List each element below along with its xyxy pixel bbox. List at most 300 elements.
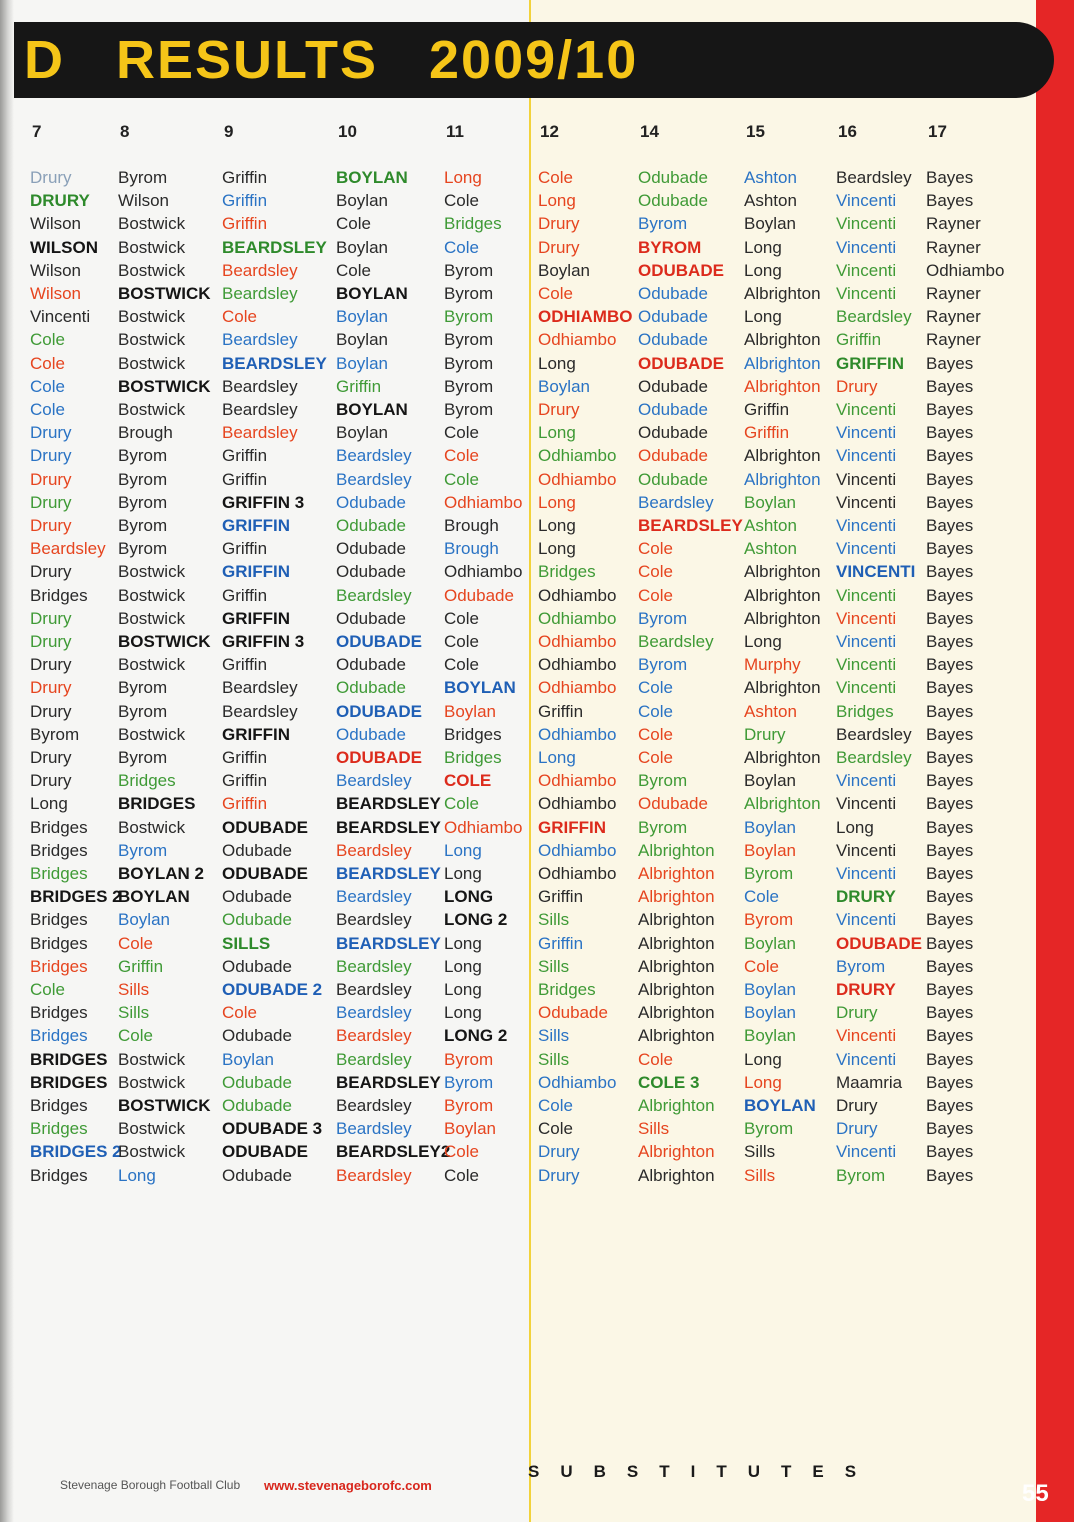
player-cell: Vincenti bbox=[836, 840, 897, 860]
player-cell: Beardsley bbox=[222, 330, 298, 350]
player-cell: Odubade bbox=[222, 1026, 292, 1046]
player-cell: Byrom bbox=[444, 400, 494, 419]
player-cell: Boylan bbox=[336, 330, 388, 350]
player-cell: Bayes bbox=[926, 632, 974, 651]
player-cell: Griffin bbox=[836, 330, 882, 350]
player-cell: Albrighton bbox=[744, 376, 821, 396]
player-cell: Odubade bbox=[336, 562, 406, 582]
player-cell: Bayes bbox=[926, 1142, 974, 1162]
player-cell: Beardsley bbox=[336, 1026, 412, 1046]
player-cell: Byrom bbox=[836, 1165, 886, 1185]
player-cell: Beardsley bbox=[336, 446, 412, 466]
column-header: 12 bbox=[540, 122, 559, 141]
player-cell: Cole bbox=[638, 539, 673, 559]
player-cell: Cole bbox=[538, 284, 573, 303]
player-cell: COLE bbox=[444, 771, 492, 791]
player-cell: ODUBADE bbox=[336, 748, 422, 767]
player-cell: Bayes bbox=[926, 562, 974, 582]
player-cell: Bridges bbox=[444, 724, 502, 744]
player-cell: Odubade bbox=[638, 794, 708, 814]
player-cell: Boylan bbox=[444, 701, 496, 721]
player-cell: Boylan bbox=[118, 910, 170, 930]
player-cell: Drury bbox=[836, 376, 878, 396]
player-cell: Cole bbox=[638, 585, 673, 605]
player-cell: Cole bbox=[222, 307, 257, 327]
player-cell: Boylan bbox=[744, 933, 796, 953]
player-cell: VINCENTI bbox=[836, 562, 916, 582]
player-cell: BEARDSLEY bbox=[336, 933, 441, 953]
player-cell: GRIFFIN bbox=[222, 724, 290, 744]
player-cell: Beardsley bbox=[336, 980, 412, 999]
player-cell: Cole bbox=[222, 1003, 257, 1023]
column-header: 15 bbox=[746, 122, 765, 141]
player-cell: Bayes bbox=[926, 655, 974, 675]
player-cell: Beardsley bbox=[336, 1165, 412, 1185]
player-cell: BEARDSLEY bbox=[336, 794, 441, 814]
player-cell: Griffin bbox=[222, 214, 268, 234]
player-cell: Drury bbox=[538, 1165, 580, 1185]
player-cell: Beardsley bbox=[336, 1096, 412, 1115]
player-cell: Odhiambo bbox=[538, 469, 617, 489]
player-cell: Odubade bbox=[222, 840, 292, 860]
footer-website: www.stevenageborofc.com bbox=[264, 1478, 432, 1493]
player-cell: Ashton bbox=[744, 516, 797, 535]
player-cell: Byrom bbox=[444, 1096, 494, 1115]
player-cell: ODUBADE bbox=[222, 817, 308, 837]
player-cell: Drury bbox=[30, 423, 72, 443]
player-cell: Sills bbox=[118, 980, 150, 999]
player-cell: Byrom bbox=[118, 168, 168, 187]
player-cell: Bayes bbox=[926, 168, 974, 187]
player-cell: Sills bbox=[744, 1165, 776, 1185]
player-cell: Drury bbox=[538, 237, 580, 257]
player-cell: Cole bbox=[30, 330, 65, 350]
player-cell: Albrighton bbox=[638, 1096, 715, 1115]
player-cell: Ashton bbox=[744, 539, 797, 559]
player-cell: Cole bbox=[444, 469, 479, 489]
player-cell: Long bbox=[538, 423, 576, 443]
player-cell: Ashton bbox=[744, 191, 797, 211]
player-cell: Long bbox=[744, 1049, 782, 1069]
player-cell: Bayes bbox=[926, 608, 974, 628]
player-cell: Beardsley bbox=[836, 168, 912, 187]
player-cell: Drury bbox=[30, 446, 72, 466]
player-cell: BRIDGES bbox=[30, 1072, 108, 1092]
player-cell: Byrom bbox=[444, 376, 494, 396]
player-cell: Bayes bbox=[926, 678, 974, 698]
player-cell: Vincenti bbox=[836, 400, 897, 419]
column-header: 9 bbox=[224, 122, 234, 141]
player-cell: Vincenti bbox=[836, 608, 897, 628]
player-cell: Beardsley bbox=[336, 1119, 412, 1139]
player-cell: ODUBADE bbox=[638, 353, 724, 373]
player-cell: Byrom bbox=[118, 678, 168, 698]
player-cell: Cole bbox=[336, 260, 371, 280]
player-cell: Byrom bbox=[638, 608, 688, 628]
player-cell: Beardsley bbox=[336, 887, 412, 907]
player-cell: Sills bbox=[538, 1026, 570, 1046]
player-cell: Albrighton bbox=[744, 284, 821, 303]
player-cell: Cole bbox=[444, 608, 479, 628]
player-cell: Vincenti bbox=[836, 1026, 897, 1046]
player-cell: Beardsley bbox=[336, 840, 412, 860]
spine-shadow bbox=[0, 0, 14, 1522]
player-cell: Bridges bbox=[30, 585, 88, 605]
player-cell: Bridges bbox=[30, 840, 88, 860]
player-cell: Beardsley bbox=[836, 724, 912, 744]
player-cell: Bridges bbox=[538, 980, 596, 999]
player-cell: Byrom bbox=[638, 214, 688, 234]
player-cell: Beardsley bbox=[336, 469, 412, 489]
player-cell: Griffin bbox=[222, 748, 268, 767]
player-cell: GRIFFIN 3 bbox=[222, 632, 305, 651]
player-cell: Brough bbox=[444, 539, 499, 559]
player-cell: Byrom bbox=[638, 655, 688, 675]
player-cell: Odhiambo bbox=[538, 608, 617, 628]
player-cell: Byrom bbox=[444, 1049, 494, 1069]
player-cell: Cole bbox=[444, 794, 479, 814]
player-cell: Griffin bbox=[744, 400, 790, 419]
player-cell: Byrom bbox=[118, 492, 168, 512]
player-cell: Bridges bbox=[30, 956, 88, 976]
player-cell: Bayes bbox=[926, 353, 974, 373]
player-cell: Griffin bbox=[222, 794, 268, 814]
player-cell: Bridges bbox=[538, 562, 596, 582]
player-cell: Boylan bbox=[336, 307, 388, 327]
player-cell: Odhiambo bbox=[444, 562, 523, 582]
player-cell: Bayes bbox=[926, 748, 974, 767]
player-cell: GRIFFIN 3 bbox=[222, 492, 305, 512]
player-cell: Byrom bbox=[444, 330, 494, 350]
player-cell: Cole bbox=[638, 701, 673, 721]
player-cell: Odubade bbox=[638, 284, 708, 303]
player-cell: Albrighton bbox=[638, 1142, 715, 1162]
player-cell: COLE 3 bbox=[638, 1072, 700, 1092]
player-cell: Long bbox=[538, 539, 576, 559]
player-cell: BOYLAN bbox=[444, 678, 516, 698]
player-cell: ODUBADE 3 bbox=[222, 1119, 323, 1139]
player-cell: LONG 2 bbox=[444, 1026, 508, 1046]
player-cell: Griffin bbox=[222, 655, 268, 675]
player-cell: BEARDSLEY bbox=[336, 1072, 441, 1092]
player-cell: ODUBADE bbox=[222, 1142, 308, 1162]
player-cell: Long bbox=[744, 260, 782, 280]
player-cell: Byrom bbox=[744, 910, 794, 930]
player-cell: Vincenti bbox=[836, 516, 897, 535]
player-cell: Bayes bbox=[926, 724, 974, 744]
player-cell: Beardsley bbox=[836, 748, 912, 767]
player-cell: Cole bbox=[638, 1049, 673, 1069]
player-cell: Long bbox=[444, 1003, 482, 1023]
player-cell: LONG 2 bbox=[444, 910, 508, 930]
player-cell: Beardsley bbox=[638, 492, 714, 512]
player-cell: Albrighton bbox=[638, 933, 715, 953]
player-cell: Byrom bbox=[444, 353, 494, 373]
player-cell: Bostwick bbox=[118, 585, 186, 605]
player-cell: Griffin bbox=[744, 423, 790, 443]
player-cell: Drury bbox=[30, 168, 72, 187]
player-cell: Ashton bbox=[744, 701, 797, 721]
player-cell: Odubade bbox=[336, 608, 406, 628]
player-cell: Drury bbox=[836, 1119, 878, 1139]
player-cell: Byrom bbox=[118, 446, 168, 466]
player-cell: Bridges bbox=[30, 1003, 88, 1023]
player-cell: Odhiambo bbox=[538, 864, 617, 883]
player-cell: Bayes bbox=[926, 1003, 974, 1023]
player-cell: Beardsley bbox=[222, 701, 298, 721]
player-cell: LONG bbox=[444, 887, 494, 907]
player-cell: Odhiambo bbox=[538, 585, 617, 605]
player-cell: Bayes bbox=[926, 980, 974, 999]
player-cell: Cole bbox=[538, 1096, 573, 1115]
player-cell: Vincenti bbox=[836, 864, 897, 883]
player-cell: Bayes bbox=[926, 933, 974, 953]
player-cell: Odubade bbox=[336, 539, 406, 559]
player-cell: BOYLAN bbox=[336, 400, 408, 419]
player-cell: Long bbox=[444, 980, 482, 999]
red-edge-strip bbox=[1036, 0, 1074, 1522]
player-cell: BOYLAN bbox=[336, 284, 408, 303]
player-cell: Rayner bbox=[926, 330, 981, 350]
player-cell: Boylan bbox=[336, 237, 388, 257]
player-cell: Griffin bbox=[222, 191, 268, 211]
player-cell: Drury bbox=[30, 562, 72, 582]
player-cell: Brough bbox=[444, 516, 499, 535]
player-cell: Drury bbox=[30, 701, 72, 721]
player-cell: Bostwick bbox=[118, 1072, 186, 1092]
player-cell: Drury bbox=[30, 771, 72, 791]
player-cell: Griffin bbox=[336, 376, 382, 396]
player-cell: Odhiambo bbox=[444, 817, 523, 837]
player-cell: Cole bbox=[30, 353, 65, 373]
player-cell: Bayes bbox=[926, 1072, 974, 1092]
player-cell: Griffin bbox=[222, 446, 268, 466]
player-cell: BRIDGES bbox=[118, 794, 196, 814]
column-header: 10 bbox=[338, 122, 357, 141]
player-cell: Bayes bbox=[926, 469, 974, 489]
player-cell: ODUBADE bbox=[222, 864, 308, 883]
player-cell: Odubade bbox=[638, 307, 708, 327]
player-cell: Odubade bbox=[222, 887, 292, 907]
player-cell: Boylan bbox=[744, 980, 796, 999]
player-cell: Bridges bbox=[444, 748, 502, 767]
player-cell: Bridges bbox=[30, 933, 88, 953]
player-cell: Odhiambo bbox=[538, 678, 617, 698]
player-cell: Long bbox=[538, 191, 576, 211]
player-cell: BEARDSLEY bbox=[336, 864, 441, 883]
player-cell: Albrighton bbox=[744, 585, 821, 605]
player-cell: Boylan bbox=[744, 817, 796, 837]
player-cell: Bostwick bbox=[118, 307, 186, 327]
player-cell: Boylan bbox=[744, 1003, 796, 1023]
player-cell: Odubade bbox=[222, 956, 292, 976]
player-cell: Long bbox=[744, 632, 782, 651]
player-cell: Bayes bbox=[926, 956, 974, 976]
player-cell: Odubade bbox=[638, 400, 708, 419]
player-cell: Rayner bbox=[926, 284, 981, 303]
player-cell: Drury bbox=[30, 469, 72, 489]
player-cell: Byrom bbox=[118, 701, 168, 721]
player-cell: Bostwick bbox=[118, 562, 186, 582]
player-cell: Cole bbox=[336, 214, 371, 234]
player-cell: Vincenti bbox=[836, 214, 897, 234]
player-cell: Byrom bbox=[444, 260, 494, 280]
player-cell: Cole bbox=[744, 956, 779, 976]
player-cell: Vincenti bbox=[836, 237, 897, 257]
player-cell: Bridges bbox=[30, 1096, 88, 1115]
player-cell: Odubade bbox=[222, 1072, 292, 1092]
player-cell: Long bbox=[444, 933, 482, 953]
page-number: 55 bbox=[1022, 1480, 1049, 1507]
player-cell: Vincenti bbox=[836, 1049, 897, 1069]
player-cell: Albrighton bbox=[744, 562, 821, 582]
player-cell: GRIFFIN bbox=[222, 562, 290, 582]
player-cell: Bayes bbox=[926, 400, 974, 419]
player-cell: Albrighton bbox=[638, 1165, 715, 1185]
player-cell: Boylan bbox=[336, 423, 388, 443]
player-cell: Odhiambo bbox=[538, 840, 617, 860]
player-cell: Bayes bbox=[926, 446, 974, 466]
player-cell: Cole bbox=[638, 748, 673, 767]
player-cell: Cole bbox=[30, 980, 65, 999]
player-cell: Albrighton bbox=[638, 840, 715, 860]
player-cell: Beardsley bbox=[30, 539, 106, 559]
section-label: SUBSTITUTES bbox=[528, 1462, 878, 1481]
player-cell: Drury bbox=[30, 655, 72, 675]
player-cell: BOYLAN 2 bbox=[118, 864, 204, 883]
player-cell: Vincenti bbox=[836, 260, 897, 280]
player-cell: Bayes bbox=[926, 423, 974, 443]
player-cell: Odubade bbox=[336, 492, 406, 512]
player-cell: GRIFFIN bbox=[222, 516, 290, 535]
player-cell: Beardsley bbox=[222, 423, 298, 443]
player-cell: Griffin bbox=[118, 956, 164, 976]
player-cell: Vincenti bbox=[836, 284, 897, 303]
player-cell: Cole bbox=[118, 933, 153, 953]
player-cell: Cole bbox=[538, 1119, 573, 1139]
player-cell: Odubade bbox=[222, 910, 292, 930]
player-cell: Bridges bbox=[836, 701, 894, 721]
player-cell: SILLS bbox=[222, 933, 271, 953]
player-cell: Ashton bbox=[744, 168, 797, 187]
player-cell: Boylan bbox=[336, 353, 388, 373]
player-cell: Drury bbox=[538, 214, 580, 234]
player-cell: Bridges bbox=[30, 817, 88, 837]
player-cell: Griffin bbox=[538, 701, 584, 721]
player-cell: ODUBADE bbox=[638, 260, 724, 280]
player-cell: Byrom bbox=[638, 771, 688, 791]
player-cell: Rayner bbox=[926, 214, 981, 234]
player-cell: Bayes bbox=[926, 817, 974, 837]
player-cell: Albrighton bbox=[744, 748, 821, 767]
player-cell: Beardsley bbox=[222, 678, 298, 698]
player-cell: DRURY bbox=[836, 887, 896, 907]
player-cell: Beardsley bbox=[336, 910, 412, 930]
player-cell: Beardsley bbox=[222, 260, 298, 280]
player-cell: Byrom bbox=[744, 864, 794, 883]
player-cell: Bostwick bbox=[118, 1119, 186, 1139]
player-cell: Byrom bbox=[118, 539, 168, 559]
player-cell: Bayes bbox=[926, 492, 974, 512]
player-cell: ODUBADE bbox=[836, 933, 922, 953]
player-cell: GRIFFIN bbox=[222, 608, 290, 628]
player-cell: Bostwick bbox=[118, 214, 186, 234]
player-cell: Odhiambo bbox=[538, 794, 617, 814]
player-cell: Long bbox=[744, 307, 782, 327]
player-cell: Vincenti bbox=[836, 678, 897, 698]
player-cell: Rayner bbox=[926, 237, 981, 257]
player-cell: Drury bbox=[30, 632, 72, 651]
player-cell: Odubade bbox=[638, 191, 708, 211]
player-cell: BEARDSLEY bbox=[222, 237, 327, 257]
player-cell: GRIFFIN bbox=[538, 817, 606, 837]
player-cell: Brough bbox=[118, 423, 173, 443]
player-cell: Albrighton bbox=[744, 608, 821, 628]
player-cell: BOYLAN bbox=[336, 168, 408, 187]
player-cell: BEARDSLEY bbox=[336, 817, 441, 837]
player-cell: Bostwick bbox=[118, 817, 186, 837]
player-cell: Wilson bbox=[30, 284, 82, 303]
player-cell: Bridges bbox=[30, 1026, 88, 1046]
player-cell: Cole bbox=[444, 237, 479, 257]
player-cell: Bayes bbox=[926, 585, 974, 605]
player-cell: Murphy bbox=[744, 655, 801, 675]
player-cell: WILSON bbox=[30, 237, 98, 257]
player-cell: DRURY bbox=[836, 980, 896, 999]
player-cell: Bayes bbox=[926, 701, 974, 721]
player-cell: Vincenti bbox=[836, 655, 897, 675]
player-cell: Cole bbox=[444, 1165, 479, 1185]
player-cell: Odubade bbox=[336, 678, 406, 698]
player-cell: Sills bbox=[538, 956, 570, 976]
player-cell: Bridges bbox=[30, 864, 88, 883]
player-cell: Bayes bbox=[926, 840, 974, 860]
player-cell: Rayner bbox=[926, 307, 981, 327]
player-cell: Byrom bbox=[118, 516, 168, 535]
player-cell: Vincenti bbox=[836, 794, 897, 814]
player-cell: Beardsley bbox=[336, 956, 412, 976]
player-cell: Vincenti bbox=[836, 771, 897, 791]
player-cell: DRURY bbox=[30, 191, 90, 211]
player-cell: Boylan bbox=[744, 771, 796, 791]
player-cell: Bostwick bbox=[118, 400, 186, 419]
player-cell: BOYLAN bbox=[118, 887, 190, 907]
player-cell: Albrighton bbox=[638, 864, 715, 883]
player-cell: Odubade bbox=[222, 1165, 292, 1185]
player-cell: Albrighton bbox=[744, 678, 821, 698]
player-cell: BOSTWICK bbox=[118, 376, 211, 396]
player-cell: Beardsley bbox=[638, 632, 714, 651]
player-cell: Beardsley bbox=[336, 1049, 412, 1069]
player-cell: Albrighton bbox=[638, 1003, 715, 1023]
column-header: 7 bbox=[32, 122, 42, 141]
player-cell: Cole bbox=[118, 1026, 153, 1046]
player-cell: Bayes bbox=[926, 1049, 974, 1069]
player-cell: Bayes bbox=[926, 376, 974, 396]
player-cell: Boylan bbox=[744, 1026, 796, 1046]
player-cell: Drury bbox=[30, 748, 72, 767]
player-cell: Boylan bbox=[744, 492, 796, 512]
player-cell: Bayes bbox=[926, 864, 974, 883]
player-cell: Boylan bbox=[744, 214, 796, 234]
player-cell: Bostwick bbox=[118, 655, 186, 675]
player-cell: Albrighton bbox=[638, 980, 715, 999]
player-cell: Albrighton bbox=[638, 887, 715, 907]
player-cell: Byrom bbox=[444, 307, 494, 327]
player-cell: Albrighton bbox=[744, 330, 821, 350]
player-cell: Odubade bbox=[444, 585, 514, 605]
column-header: 8 bbox=[120, 122, 130, 141]
